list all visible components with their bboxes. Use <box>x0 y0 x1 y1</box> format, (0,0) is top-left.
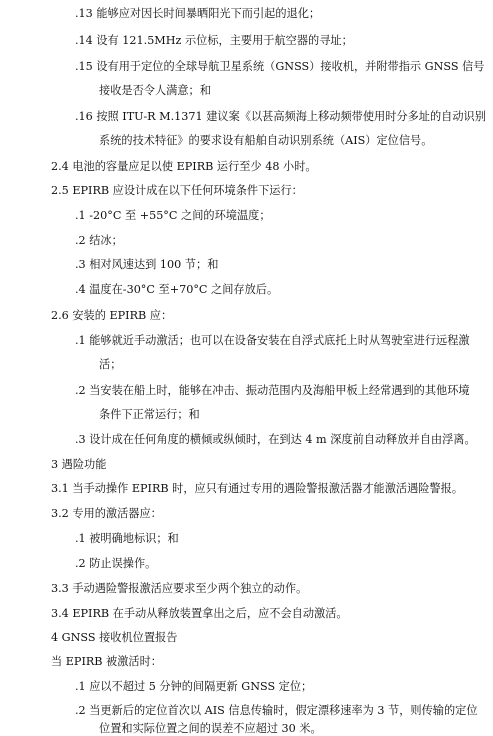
item-2-5-1: .1 -20°C 至 +55°C 之间的环境温度； <box>75 209 271 222</box>
item-16-cont: 系统的技术特征》的要求设有船舶自动识别系统（AIS）定位信号。 <box>99 134 433 147</box>
item-13: .13 能够应对因长时间暴晒阳光下而引起的退化； <box>75 7 321 20</box>
item-2-5-3: .3 相对风速达到 100 节；和 <box>75 258 219 271</box>
section-4-intro: 当 EPIRB 被激活时： <box>51 655 162 668</box>
item-2-6-1: .1 能够就近手动激活；也可以在设备安装在自浮式底托上时从驾驶室进行远程激 <box>75 334 470 347</box>
item-2-5-4: .4 温度在-30°C 至+70°C 之间存放后。 <box>75 283 279 296</box>
section-3-4: 3.4 EPIRB 在手动从释放装置拿出之后，应不会自动激活。 <box>51 607 348 620</box>
item-16: .16 按照 ITU-R M.1371 建议案《以甚高频海上移动频带使用时分多址的自动识别 <box>75 110 486 123</box>
item-4-1: .1 应以不超过 5 分钟的间隔更新 GNSS 定位； <box>75 680 313 693</box>
item-15-cont: 接收是否令人满意；和 <box>99 84 211 97</box>
section-4-heading: 4 GNSS 接收机位置报告 <box>51 631 178 644</box>
item-3-2-1: .1 被明确地标识；和 <box>75 532 179 545</box>
section-3-2: 3.2 专用的激活器应： <box>51 507 162 520</box>
item-4-2-cont: 位置和实际位置之间的误差不应超过 30 米。 <box>99 722 322 735</box>
section-2-4: 2.4 电池的容量应足以使 EPIRB 运行至少 48 小时。 <box>51 160 317 173</box>
section-2-6: 2.6 安装的 EPIRB 应： <box>51 309 173 322</box>
item-4-2: .2 当更新后的定位首次以 AIS 信息传输时，假定漂移速率为 3 节，则传输的定位 <box>75 704 478 717</box>
item-2-5-2: .2 结冰； <box>75 234 123 247</box>
section-3-3: 3.3 手动遇险警报激活应要求至少两个独立的动作。 <box>51 582 308 595</box>
section-3-1: 3.1 当手动操作 EPIRB 时，应只有通过专用的遇险警报激活器才能激活遇险警报。 <box>51 482 464 495</box>
item-2-6-3: .3 设计成在任何角度的横倾或纵倾时，在到达 4 m 深度前自动释放并自由浮离。 <box>75 433 476 446</box>
item-2-6-2: .2 当安装在船上时，能够在冲击、振动范围内及海船甲板上经常遇到的其他环境 <box>75 384 470 397</box>
item-14: .14 设有 121.5MHz 示位标，主要用于航空器的寻址； <box>75 34 353 47</box>
section-2-5: 2.5 EPIRB 应设计成在以下任何环境条件下运行： <box>51 184 303 197</box>
item-2-6-1-cont: 活； <box>99 358 122 371</box>
item-3-2-2: .2 防止误操作。 <box>75 557 157 570</box>
item-15: .15 设有用于定位的全球导航卫星系统（GNSS）接收机，并附带指示 GNSS 信号 <box>75 60 485 73</box>
section-3-heading: 3 遇险功能 <box>51 458 107 471</box>
item-2-6-2-cont: 条件下正常运行；和 <box>99 408 200 421</box>
